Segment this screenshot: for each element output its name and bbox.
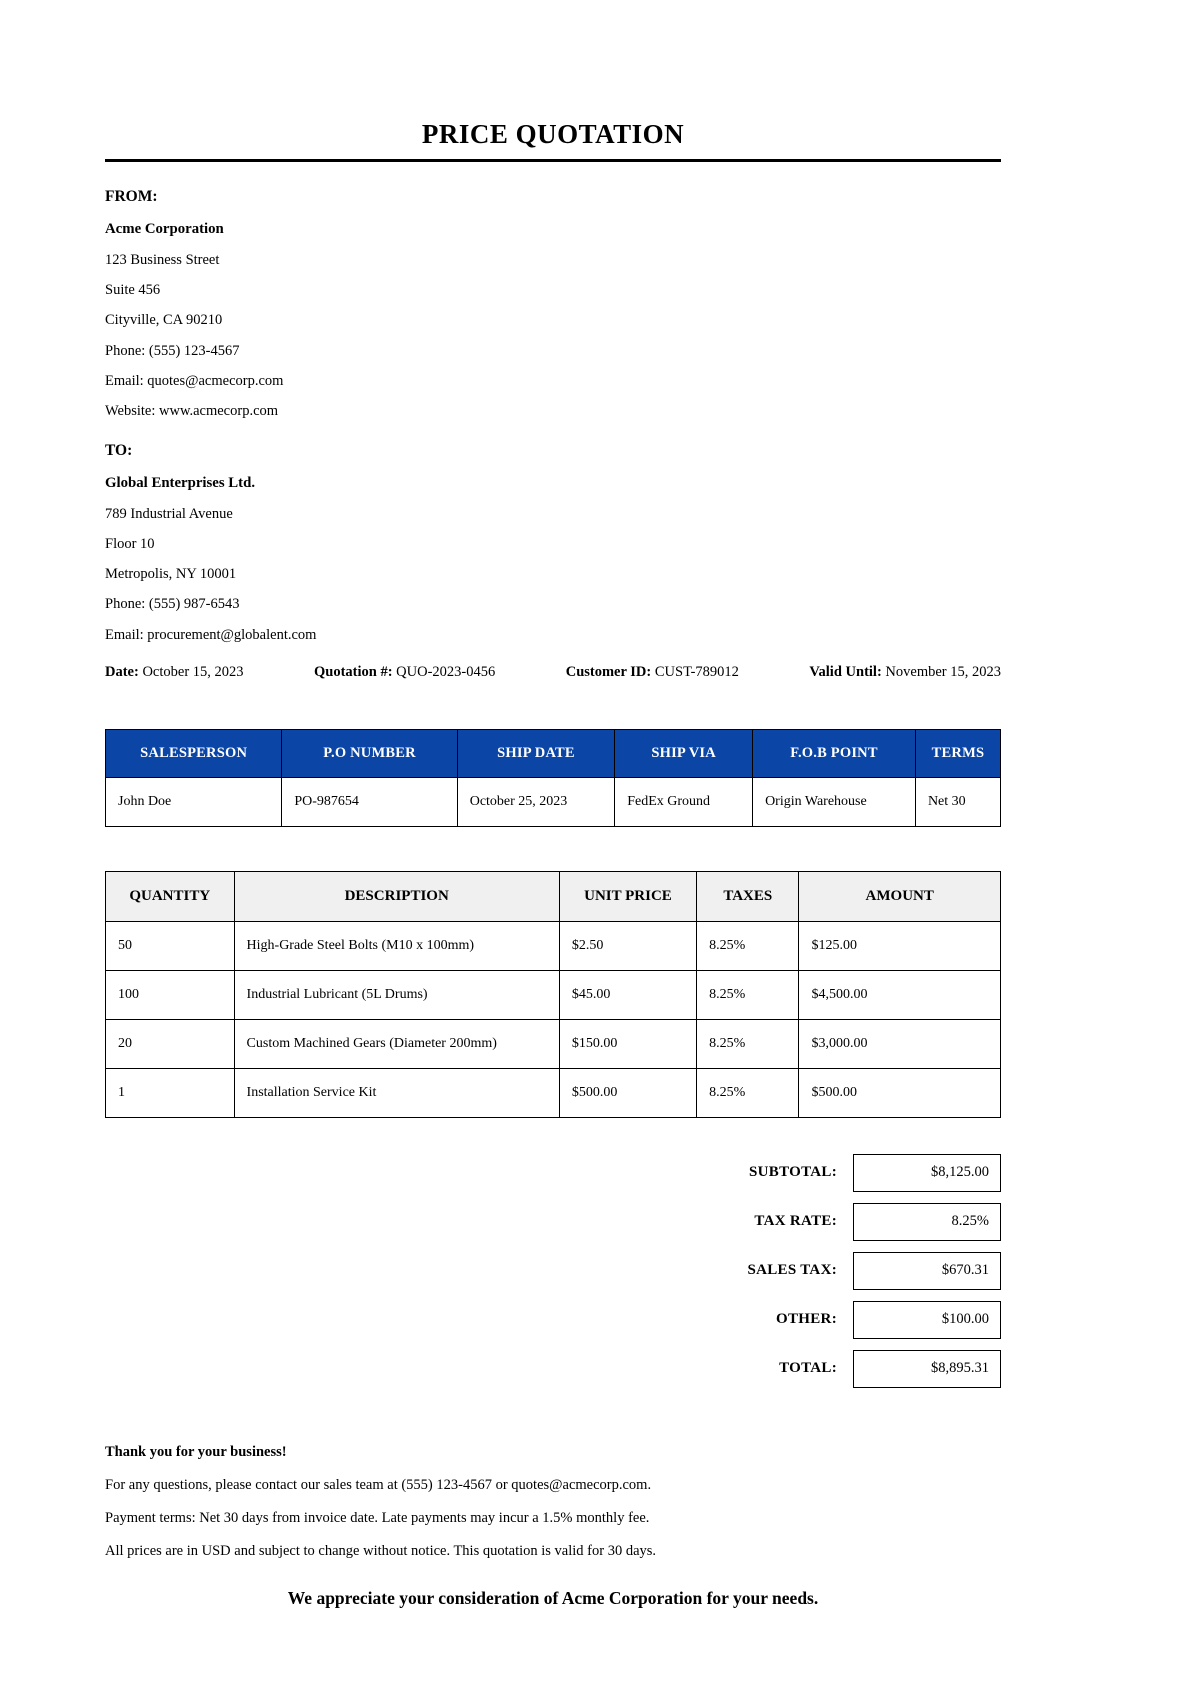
from-line: Suite 456: [105, 282, 161, 299]
meta-customer-id: [566, 664, 739, 681]
table-row: [106, 970, 1001, 1019]
item-description: Custom Machined Gears (Diameter 200mm): [234, 1019, 559, 1068]
meta-customer-id-label: Customer ID:: [565, 663, 652, 680]
meta-quotation-number-value: QUO-2023-0456: [396, 663, 496, 680]
meta-quotation-number-label: Quotation #:: [314, 663, 393, 680]
shipping-header-fob-point: F.O.B POINT: [753, 729, 916, 777]
from-line: Cityville, CA 90210: [105, 312, 223, 329]
to-label: TO:: [105, 442, 133, 460]
shipping-header-ship-date: SHIP DATE: [457, 729, 615, 777]
from-email: Email: quotes@acmecorp.com: [105, 372, 284, 389]
items-header-quantity: QUANTITY: [106, 871, 235, 921]
from-company: Acme Corporation: [105, 221, 224, 238]
items-header-row: [106, 871, 1001, 921]
item-unit-price: $500.00: [559, 1068, 696, 1117]
to-line: 789 Industrial Avenue: [105, 505, 233, 522]
shipping-cell-po-number: PO-987654: [282, 777, 457, 826]
item-taxes: 8.25%: [697, 1019, 799, 1068]
item-taxes: 8.25%: [697, 921, 799, 970]
from-label: FROM:: [105, 188, 158, 206]
meta-valid-until: [809, 664, 1001, 681]
shipping-header-salesperson: SALESPERSON: [106, 729, 282, 777]
shipping-header-row: [106, 729, 1001, 777]
item-quantity: 100: [106, 970, 235, 1019]
from-block: [105, 188, 1001, 419]
page-title: PRICE QUOTATION: [421, 119, 685, 149]
footer-thank-you: Thank you for your business!: [105, 1443, 287, 1460]
table-row: [106, 921, 1001, 970]
other-label: OTHER:: [776, 1311, 837, 1328]
sales-tax-value: $670.31: [853, 1252, 1001, 1290]
to-email: Email: procurement@globalent.com: [105, 626, 317, 643]
shipping-cell-fob-point: Origin Warehouse: [753, 777, 916, 826]
line-items-table: [105, 871, 1001, 1118]
items-header-unit-price: UNIT PRICE: [559, 871, 696, 921]
from-phone: Phone: (555) 123-4567: [105, 342, 240, 359]
items-header-description: DESCRIPTION: [234, 871, 559, 921]
subtotal-value: $8,125.00: [853, 1154, 1001, 1192]
item-taxes: 8.25%: [697, 1068, 799, 1117]
item-unit-price: $150.00: [559, 1019, 696, 1068]
items-header-amount: AMOUNT: [799, 871, 1001, 921]
item-amount: $4,500.00: [799, 970, 1001, 1019]
from-website: Website: www.acmecorp.com: [105, 403, 279, 420]
item-quantity: 20: [106, 1019, 235, 1068]
total-row-tax-rate: [637, 1203, 1001, 1241]
item-amount: $125.00: [799, 921, 1001, 970]
shipping-cell-terms: Net 30: [915, 777, 1000, 826]
item-unit-price: $2.50: [559, 921, 696, 970]
sales-tax-label: SALES TAX:: [747, 1262, 837, 1279]
meta-date-value: October 15, 2023: [142, 663, 244, 680]
meta-date: [105, 664, 244, 681]
shipping-cell-ship-date: October 25, 2023: [457, 777, 615, 826]
meta-date-label: Date:: [105, 663, 139, 680]
to-block: [105, 442, 1001, 643]
shipping-header-ship-via: SHIP VIA: [615, 729, 753, 777]
tax-rate-value: 8.25%: [853, 1203, 1001, 1241]
shipping-header-terms: TERMS: [915, 729, 1000, 777]
shipping-cell-salesperson: John Doe: [106, 777, 282, 826]
item-description: Installation Service Kit: [234, 1068, 559, 1117]
item-amount: $3,000.00: [799, 1019, 1001, 1068]
table-row: [106, 1068, 1001, 1117]
meta-valid-until-value: November 15, 2023: [885, 663, 1001, 680]
item-amount: $500.00: [799, 1068, 1001, 1117]
meta-quotation-number: [314, 664, 495, 681]
shipping-cell-ship-via: FedEx Ground: [615, 777, 753, 826]
other-value: $100.00: [853, 1301, 1001, 1339]
items-header-taxes: TAXES: [697, 871, 799, 921]
shipping-header-po-number: P.O NUMBER: [282, 729, 457, 777]
footer-section: [105, 1444, 1001, 1609]
total-row-other: [637, 1301, 1001, 1339]
to-company: Global Enterprises Ltd.: [105, 475, 256, 492]
total-row-sales-tax: [637, 1252, 1001, 1290]
meta-customer-id-value: CUST-789012: [654, 663, 739, 680]
from-line: 123 Business Street: [105, 251, 220, 268]
to-phone: Phone: (555) 987-6543: [105, 596, 240, 613]
footer-pricing-note-line: All prices are in USD and subject to change without notice. This quotation is valid for 30 days.: [105, 1542, 657, 1559]
total-row-total: [637, 1350, 1001, 1388]
item-quantity: 1: [106, 1068, 235, 1117]
meta-valid-until-label: Valid Until:: [809, 663, 882, 680]
quotation-meta-row: [105, 664, 1001, 681]
total-label: TOTAL:: [779, 1360, 837, 1377]
item-quantity: 50: [106, 921, 235, 970]
subtotal-label: SUBTOTAL:: [748, 1164, 837, 1181]
table-row: [106, 777, 1001, 826]
totals-section: [105, 1154, 1001, 1399]
to-line: Floor 10: [105, 535, 155, 552]
title-divider: [105, 159, 1001, 162]
quotation-body: [105, 0, 1001, 1609]
total-row-subtotal: [637, 1154, 1001, 1192]
footer-contact-line: For any questions, please contact our sales team at (555) 123-4567 or quotes@acmecorp.com.: [105, 1476, 652, 1493]
tax-rate-label: TAX RATE:: [754, 1213, 837, 1230]
item-unit-price: $45.00: [559, 970, 696, 1019]
shipping-table: [105, 729, 1001, 827]
item-description: Industrial Lubricant (5L Drums): [234, 970, 559, 1019]
to-line: Metropolis, NY 10001: [105, 566, 237, 583]
footer-payment-terms-line: Payment terms: Net 30 days from invoice date. Late payments may incur a 1.5% monthly fee.: [105, 1509, 650, 1526]
total-value: $8,895.31: [853, 1350, 1001, 1388]
footer-closing-statement: We appreciate your consideration of Acme Corporation for your needs.: [287, 1587, 819, 1608]
item-taxes: 8.25%: [697, 970, 799, 1019]
item-description: High-Grade Steel Bolts (M10 x 100mm): [234, 921, 559, 970]
table-row: [106, 1019, 1001, 1068]
